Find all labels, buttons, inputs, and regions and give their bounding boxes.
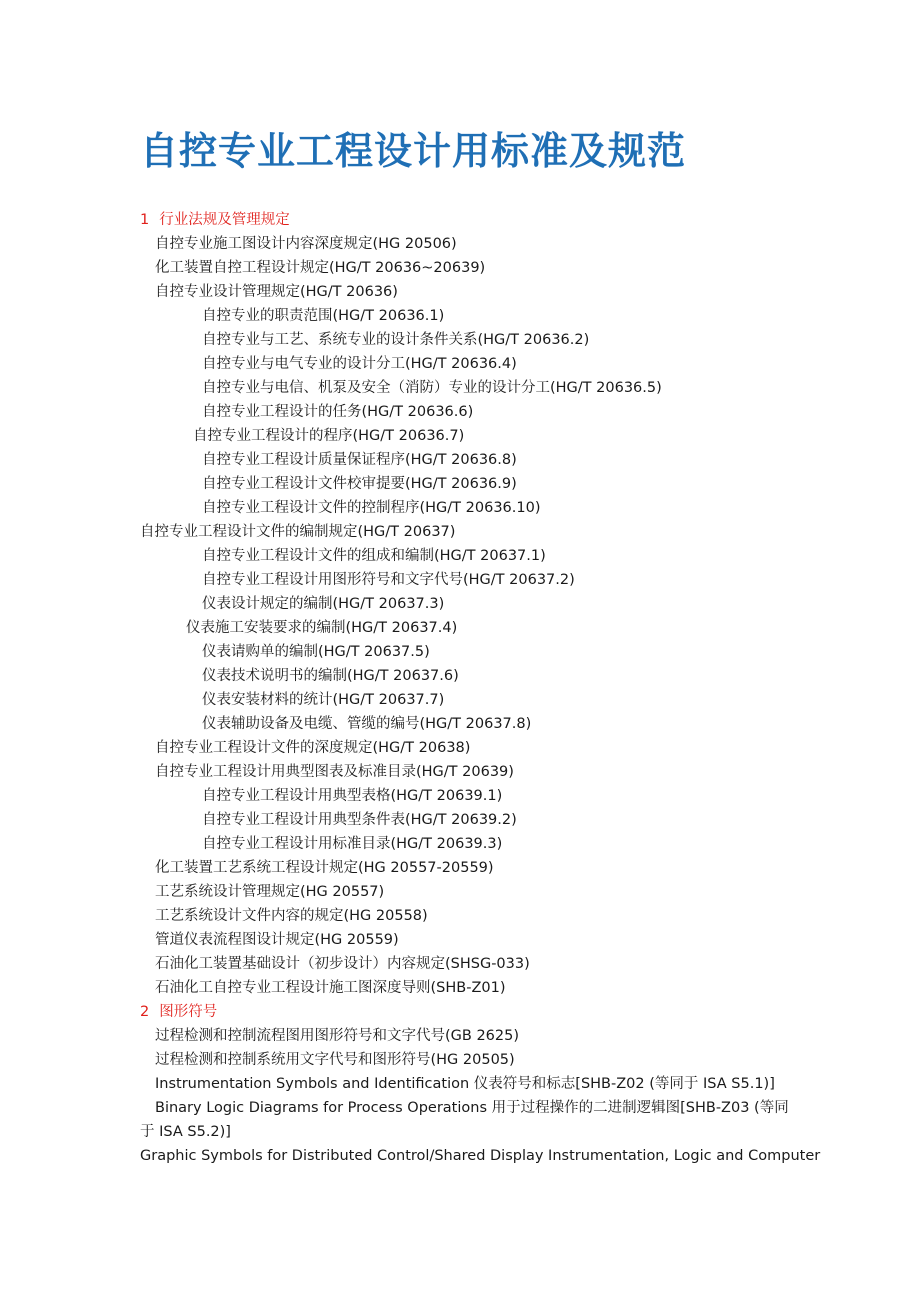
list-item: 工艺系统设计管理规定(HG 20557) — [155, 884, 385, 900]
section-label: 图形符号 — [159, 1004, 218, 1020]
list-item: 化工装置工艺系统工程设计规定(HG 20557-20559) — [155, 860, 494, 876]
list-item: 自控专业工程设计的程序(HG/T 20636.7) — [193, 428, 465, 444]
list-item: 自控专业设计管理规定(HG/T 20636) — [155, 284, 398, 300]
list-item: 仪表设计规定的编制(HG/T 20637.3) — [202, 596, 445, 612]
list-item: 仪表技术说明书的编制(HG/T 20637.6) — [202, 668, 459, 684]
list-item: 自控专业工程设计用典型条件表(HG/T 20639.2) — [202, 812, 517, 828]
list-item: 自控专业工程设计质量保证程序(HG/T 20636.8) — [202, 452, 517, 468]
section-heading-2 — [140, 1002, 217, 1022]
section-number: 1 — [140, 212, 150, 228]
list-item: 自控专业与电气专业的设计分工(HG/T 20636.4) — [202, 356, 517, 372]
list-item: 仪表安装材料的统计(HG/T 20637.7) — [202, 692, 445, 708]
list-item: Graphic Symbols for Distributed Control/Shared Display Instrumentation, Logic and Computer — [140, 1148, 821, 1164]
list-item: 管道仪表流程图设计规定(HG 20559) — [155, 932, 399, 948]
list-item: 工艺系统设计文件内容的规定(HG 20558) — [155, 908, 428, 924]
list-item: 自控专业的职责范围(HG/T 20636.1) — [202, 308, 445, 324]
list-item: Binary Logic Diagrams for Process Operations 用于过程操作的二进制逻辑图[SHB-Z03 (等同 — [155, 1100, 789, 1116]
list-item: 过程检测和控制流程图用图形符号和文字代号(GB 2625) — [155, 1028, 520, 1044]
list-item: 仪表辅助设备及电缆、管缆的编号(HG/T 20637.8) — [202, 716, 532, 732]
list-item: 自控专业与电信、机泵及安全（消防）专业的设计分工(HG/T 20636.5) — [202, 380, 662, 396]
section-heading-1 — [140, 210, 290, 230]
list-item: 自控专业工程设计文件的组成和编制(HG/T 20637.1) — [202, 548, 546, 564]
list-item: 石油化工自控专业工程设计施工图深度导则(SHB-Z01) — [155, 980, 506, 996]
list-item: 于 ISA S5.2)] — [140, 1124, 231, 1140]
section-number: 2 — [140, 1004, 150, 1020]
list-item: 过程检测和控制系统用文字代号和图形符号(HG 20505) — [155, 1052, 515, 1068]
list-item: Instrumentation Symbols and Identification 仪表符号和标志[SHB-Z02 (等同于 ISA S5.1)] — [155, 1076, 775, 1092]
list-item: 自控专业工程设计文件的控制程序(HG/T 20636.10) — [202, 500, 541, 516]
list-item: 自控专业工程设计用典型表格(HG/T 20639.1) — [202, 788, 503, 804]
section-label: 行业法规及管理规定 — [159, 212, 290, 228]
list-item: 仪表请购单的编制(HG/T 20637.5) — [202, 644, 430, 660]
list-item: 自控专业与工艺、系统专业的设计条件关系(HG/T 20636.2) — [202, 332, 590, 348]
page-title: 自控专业工程设计用标准及规范 — [140, 128, 687, 173]
list-item: 化工装置自控工程设计规定(HG/T 20636~20639) — [155, 260, 486, 276]
list-item: 自控专业工程设计文件的深度规定(HG/T 20638) — [155, 740, 471, 756]
list-item: 自控专业工程设计文件校审提要(HG/T 20636.9) — [202, 476, 517, 492]
list-item: 自控专业工程设计的任务(HG/T 20636.6) — [202, 404, 474, 420]
list-item: 自控专业工程设计用典型图表及标准目录(HG/T 20639) — [155, 764, 514, 780]
list-item: 仪表施工安装要求的编制(HG/T 20637.4) — [186, 620, 458, 636]
list-item: 石油化工装置基础设计（初步设计）内容规定(SHSG-033) — [155, 956, 530, 972]
list-item: 自控专业工程设计文件的编制规定(HG/T 20637) — [140, 524, 456, 540]
list-item: 自控专业工程设计用标准目录(HG/T 20639.3) — [202, 836, 503, 852]
list-item: 自控专业工程设计用图形符号和文字代号(HG/T 20637.2) — [202, 572, 575, 588]
list-item: 自控专业施工图设计内容深度规定(HG 20506) — [155, 236, 457, 252]
